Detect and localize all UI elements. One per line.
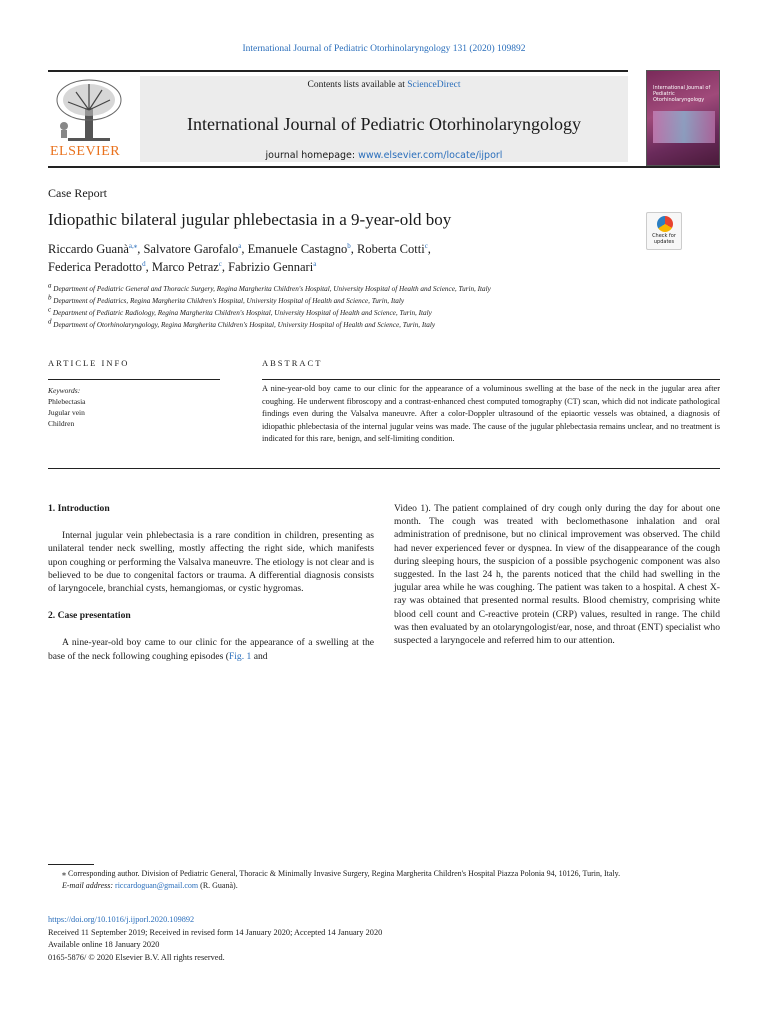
author-affil-mark[interactable]: a (238, 241, 242, 250)
keyword: Jugular vein (48, 408, 85, 417)
figure-link[interactable]: Fig. 1 (228, 650, 252, 662)
author-name[interactable]: Marco Petraz (151, 260, 219, 274)
affiliation-key: b (48, 293, 52, 302)
affiliation-text: Department of Otorhinolaryngology, Regina Margherita Children's Hospital, University Hospital of Health and Science, Turin, Italy (53, 321, 436, 329)
body-left-column (48, 502, 374, 677)
author-affil-mark[interactable]: a,⁎ (128, 241, 138, 250)
body-paragraph: Video 1). The patient complained of dry cough only during the day for about one month. The cough was treated with beclomethasone inhalation and oral administration of prednisone, but no clinical improvement was observed. The child had never experienced fever or dyspnea. In view of the disappearance of the cough during sleeping hours, the suspicion of a possible psychogenic component was also suggested. In the last 24 h, the parents noticed that the child had swelling in the jugular area while he was coughing. The patient was taken to a hospital. A chest X-ray was obtained that presented normal results. Blood chemistry, comprising white blood cell count and C-reactive protein (CRP) values, resulted in range. The child was then evaluated by an otolaryngologist/ear, nose, and throat (ENT) specialist who suspected a laryngocele and referred him to our attention. (394, 503, 720, 647)
affiliation-item (48, 307, 728, 319)
footnote-mark: ⁎ (62, 869, 66, 878)
affiliation-text: Department of Pediatric General and Thoracic Surgery, Regina Margherita Children's Hospital, University Hospital of Health and Science, Turin, Italy (53, 285, 491, 293)
author-list: Riccardo Guanà$^{a,⁎}$, Salvatore Garofalo$^a$, Emanuele Castagno$^b$, Roberta Cotti$^c$, Federica Peradotto$^d$, Marco Petraz$^c$, Fabrizio Gennari$^a$ (48, 241, 431, 274)
article-type: Case Report (48, 186, 107, 200)
header-rule-bottom (48, 166, 720, 168)
email-label: E-mail address: (62, 881, 116, 891)
check-updates-icon (657, 216, 673, 232)
author-name[interactable]: Fabrizio Gennari (228, 260, 314, 274)
journal-header (48, 70, 720, 166)
header-rule (48, 70, 628, 72)
footnote-text (48, 868, 720, 880)
author-name[interactable]: Riccardo Guanà (48, 242, 129, 256)
body-paragraph (48, 636, 374, 662)
check-updates-label: Check for updates (652, 233, 676, 245)
affiliation-key: d (48, 317, 52, 326)
paragraph-text: and (251, 650, 268, 662)
publication-info (48, 914, 720, 964)
author-name[interactable]: Roberta Cotti (356, 242, 425, 256)
received-dates: Received 11 September 2019; Received in revised form 14 January 2020; Accepted 14 January 2020 (48, 927, 383, 937)
footnote-rule (48, 864, 94, 865)
keywords-label: Keywords: (48, 386, 81, 395)
section-heading-case-presentation: 2. Case presentation (48, 610, 131, 622)
journal-info-box (140, 76, 628, 162)
affiliation-key: a (48, 281, 52, 290)
abstract-rule (262, 379, 720, 380)
tree-icon (48, 76, 130, 146)
contents-prefix: Contents lists available at (307, 80, 408, 90)
footnote-email-line (48, 880, 720, 892)
section-heading-introduction: 1. Introduction (48, 503, 110, 514)
affiliations (48, 283, 728, 331)
doi-link[interactable]: https://doi.org/10.1016/j.ijporl.2020.109892 (48, 915, 195, 924)
abstract-rule-bottom (48, 468, 720, 469)
body-paragraph: Internal jugular vein phlebectasia is a rare condition in children, presenting as unilateral tender neck swelling, mostly affecting the right side, which manifests upon coughing or performing the Valsalva maneuvre. The etiology is not clear and is believed to be due to congenital factors or trauma. A differential diagnosis consists of laryngocele, branchial cysts, hemangiomas, or cystic hygromas. (48, 530, 374, 595)
journal-title: International Journal of Pediatric Otorhinolaryngology (187, 114, 581, 134)
author-name[interactable]: Salvatore Garofalo (143, 242, 239, 256)
corresponding-author-footnote (48, 868, 720, 893)
affiliation-text: Department of Pediatrics, Regina Margherita Children's Hospital, University Hospital of Health and Science, Turin, Italy (53, 297, 405, 305)
email-link[interactable]: riccardoguan@gmail.com (115, 881, 199, 891)
author-affil-mark[interactable]: d (142, 259, 146, 268)
affiliation-text: Department of Pediatric Radiology, Regina Margherita Children's Hospital, University Hospital of Health and Science, Turin, Italy (52, 309, 432, 317)
check-for-updates-button[interactable] (646, 212, 682, 250)
affiliation-item (48, 295, 728, 307)
homepage-line (140, 150, 628, 161)
elsevier-logo[interactable] (48, 76, 130, 162)
homepage-prefix: journal homepage: (265, 150, 359, 161)
affiliation-item (48, 283, 728, 295)
affiliation-item (48, 319, 728, 331)
article-info-rule (48, 379, 220, 380)
footnote-body: Corresponding author. Division of Pediatric General, Thoracic & Minimally Invasive Surgery, Regina Margherita Children's Hospital Piazza Polonia 94, 10126, Turin, Italy. (66, 869, 621, 878)
abstract-heading: ABSTRACT (262, 358, 323, 368)
cover-image (653, 111, 715, 143)
sciencedirect-link[interactable]: ScienceDirect (407, 80, 461, 90)
article-title: Idiopathic bilateral jugular phlebectasia in a 9-year-old boy (48, 210, 452, 229)
author-name[interactable]: Emanuele Castagno (247, 242, 348, 256)
cover-title: International Journal of Pediatric Otorhinolaryngology (653, 85, 711, 103)
running-citation[interactable]: International Journal of Pediatric Otorhinolaryngology 131 (2020) 109892 (242, 44, 526, 54)
affiliation-key: c (48, 305, 52, 314)
keyword: Phlebectasia (48, 397, 86, 406)
homepage-link[interactable]: www.elsevier.com/locate/ijporl (358, 150, 503, 161)
author-affil-mark[interactable]: b (347, 241, 351, 250)
article-info-heading: ARTICLE INFO (48, 358, 130, 368)
author-affil-mark[interactable]: a (313, 259, 317, 268)
paragraph-text: A nine-year-old boy came to our clinic for the appearance of a swelling at the base of the neck following coughing episodes ( (48, 637, 374, 662)
publisher-name: ELSEVIER (50, 144, 121, 159)
journal-cover[interactable] (646, 70, 720, 166)
contents-line (140, 80, 628, 90)
abstract-text: A nine-year-old boy came to our clinic for the appearance of a voluminous swelling at the base of the neck in the jugular area after coughing. He underwent fibroscopy and a contrast-enhanced chest computed tomography (CT) scan, which did not indicate pathological findings even during the Valsalva maneuvre. After a color-Doppler ultrasound of the epiaortic vessels was obtained, a diagnosis of idiopathic phlebectasia of the internal jugular veins was made. The cause of the jugular phlebectasia remains unclear, and no treatment is indicated for this rare, benign, and self-limiting condition. (262, 384, 720, 444)
email-suffix: (R. Guanà). (198, 881, 238, 891)
available-online: Available online 18 January 2020 (48, 940, 160, 950)
author-name[interactable]: Federica Peradotto (48, 260, 143, 274)
keywords-block (48, 385, 86, 429)
author-affil-mark[interactable]: c (218, 259, 222, 268)
body-right-column (394, 502, 720, 647)
author-affil-mark[interactable]: c (424, 241, 428, 250)
keyword: Children (48, 419, 75, 428)
copyright: 0165-5876/ © 2020 Elsevier B.V. All rights reserved. (48, 952, 225, 962)
